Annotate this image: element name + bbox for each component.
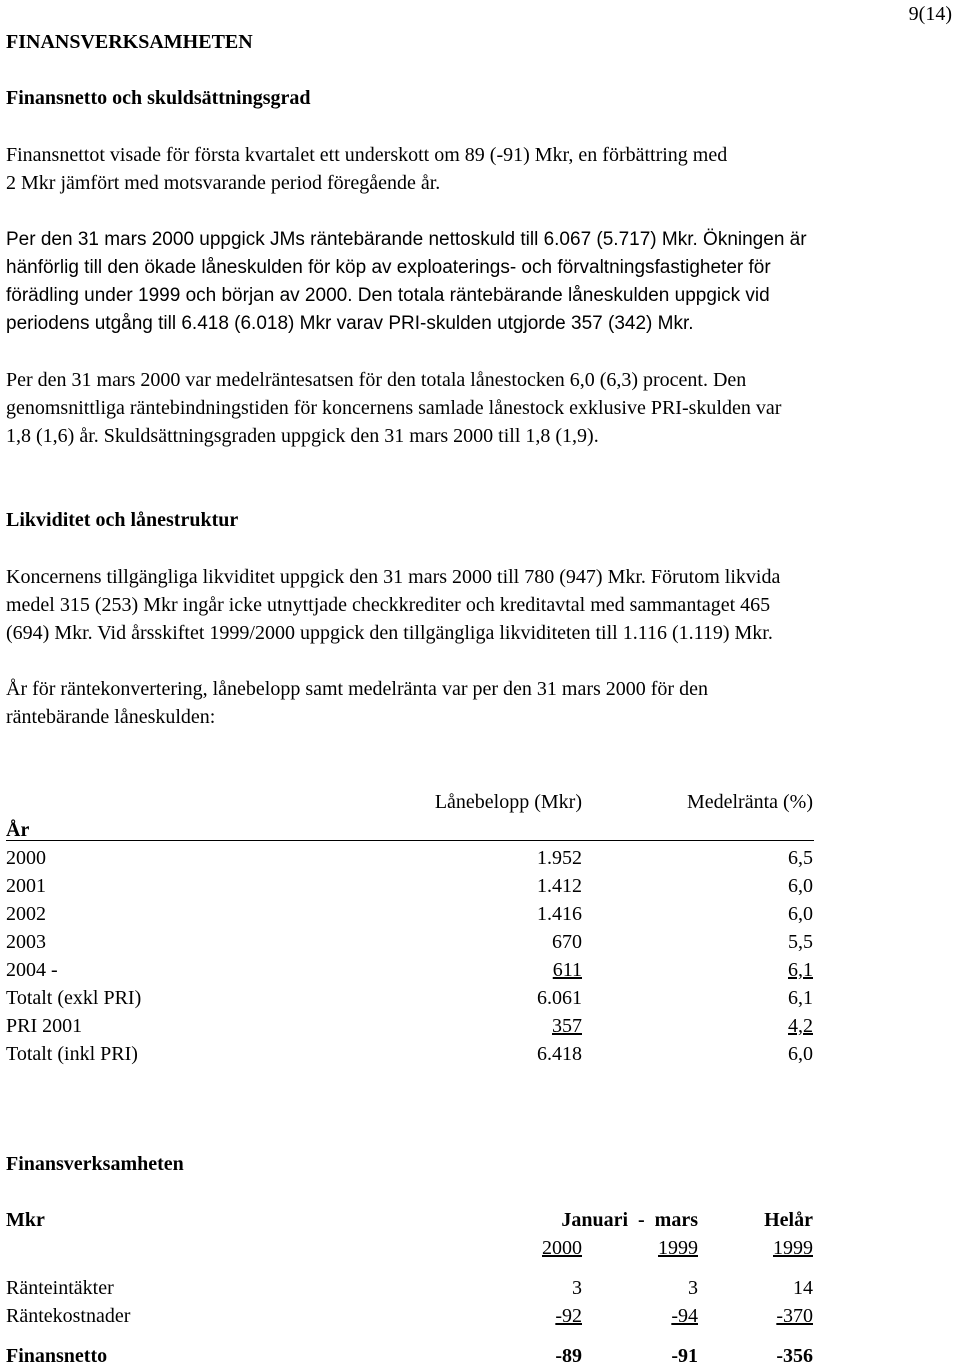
row-amount: 1.952 [537, 847, 582, 869]
row-amount: 1.416 [537, 903, 582, 925]
row-amount: 357 [552, 1015, 582, 1037]
paragraph-line: förädling under 1999 och början av 2000. Den totala räntebärande låneskulden uppgick vid [6, 285, 770, 306]
row-label: Finansnetto [6, 1345, 108, 1367]
row-amount: 611 [552, 959, 582, 981]
row-label: 2002 [6, 903, 46, 925]
column-header-amount: Lånebelopp (Mkr) [434, 791, 582, 813]
row-rate: 6,0 [788, 875, 813, 897]
paragraph-line: (694) Mkr. Vid årsskiftet 1999/2000 uppgick den tillgängliga likviditeten till 1.116 (1.119) Mkr. [6, 622, 773, 644]
row-rate: 4,2 [788, 1015, 813, 1037]
row-rate: 6,1 [788, 959, 813, 981]
paragraph-line: 2 Mkr jämfört med motsvarande period föregående år. [6, 172, 441, 194]
row-amount: 6.418 [537, 1043, 582, 1065]
row-value: -92 [555, 1305, 582, 1327]
paragraph-line: Per den 31 mars 2000 var medelräntesatsen för den totala lånestocken 6,0 (6,3) procent. Den [6, 369, 747, 391]
row-rate: 6,5 [788, 847, 813, 869]
row-amount: 6.061 [537, 987, 582, 1009]
page-number: 9(14) [908, 3, 952, 25]
paragraph-line: Koncernens tillgängliga likviditet uppgick den 31 mars 2000 till 780 (947) Mkr. Förutom likvida [6, 566, 781, 588]
row-value: -89 [555, 1345, 582, 1367]
column-year-1: 2000 [542, 1237, 582, 1259]
row-rate: 5,5 [788, 931, 813, 953]
paragraph-line: medel 315 (253) Mkr ingår icke utnyttjade checkkrediter och kreditavtal med sammantaget 465 [6, 594, 771, 616]
row-label: 2000 [6, 847, 46, 869]
row-rate: 6,1 [788, 987, 813, 1009]
row-rate: 6,0 [788, 1043, 813, 1065]
column-header-mkr: Mkr [6, 1209, 45, 1231]
column-header-year: År [6, 819, 30, 841]
paragraph-line: År för räntekonvertering, lånebelopp samt medelränta var per den 31 mars 2000 för den [6, 678, 708, 700]
row-label: 2004 - [6, 959, 58, 981]
row-value: -94 [671, 1305, 698, 1327]
column-year-3: 1999 [773, 1237, 813, 1259]
section-heading-finansnetto: Finansnetto och skuldsättningsgrad [6, 87, 311, 109]
paragraph-line: hänförlig till den ökade låneskulden för köp av exploaterings- och förvaltningsfastigheter för [6, 257, 771, 278]
row-value: -91 [671, 1345, 698, 1367]
paragraph-line: genomsnittliga räntebindningstiden för koncernens samlade lånestock exklusive PRI-skulden var [6, 397, 782, 419]
page-title: FINANSVERKSAMHETEN [6, 31, 253, 53]
row-label: Ränteintäkter [6, 1277, 114, 1299]
row-label: 2001 [6, 875, 46, 897]
column-header-period: Januari - mars [561, 1209, 698, 1231]
row-label: 2003 [6, 931, 46, 953]
row-label: Räntekostnader [6, 1305, 131, 1327]
section-heading-likviditet: Likviditet och lånestruktur [6, 509, 239, 531]
row-value: -370 [776, 1305, 813, 1327]
row-amount: 1.412 [537, 875, 582, 897]
paragraph-line: räntebärande låneskulden: [6, 706, 216, 728]
section-heading-finansverksamheten: Finansverksamheten [6, 1153, 184, 1175]
row-label: Totalt (exkl PRI) [6, 987, 142, 1009]
row-label: PRI 2001 [6, 1015, 83, 1037]
row-value: 3 [688, 1277, 698, 1299]
paragraph-line: 1,8 (1,6) år. Skuldsättningsgraden uppgick den 31 mars 2000 till 1,8 (1,9). [6, 425, 599, 447]
row-value: 14 [793, 1277, 813, 1299]
column-year-2: 1999 [658, 1237, 698, 1259]
paragraph-line: Finansnettot visade för första kvartalet ett underskott om 89 (-91) Mkr, en förbättring med [6, 144, 728, 166]
column-header-rate: Medelränta (%) [686, 791, 813, 813]
row-amount: 670 [552, 931, 582, 953]
table-header-rule [6, 840, 814, 841]
column-header-full-year: Helår [764, 1209, 813, 1231]
paragraph-line: Per den 31 mars 2000 uppgick JMs räntebärande nettoskuld till 6.067 (5.717) Mkr. Ökningen är [6, 229, 807, 250]
row-value: 3 [572, 1277, 582, 1299]
paragraph-line: periodens utgång till 6.418 (6.018) Mkr varav PRI-skulden utgjorde 357 (342) Mkr. [6, 313, 694, 334]
row-rate: 6,0 [788, 903, 813, 925]
row-label: Totalt (inkl PRI) [6, 1043, 138, 1065]
row-value: -356 [776, 1345, 813, 1367]
